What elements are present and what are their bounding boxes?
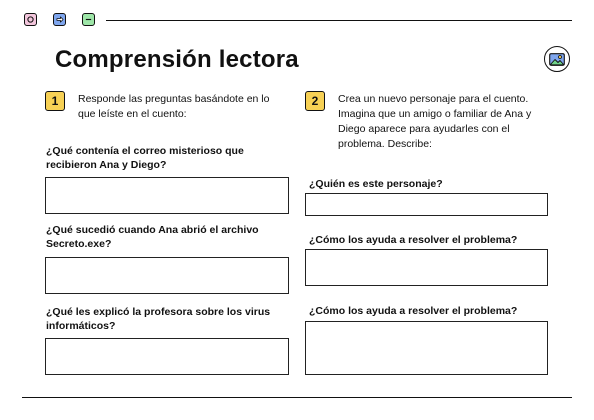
question-1-3: ¿Qué les explicó la profesora sobre los virus informáticos? <box>46 306 271 332</box>
question-1-1: ¿Qué contenía el correo misterioso que recibieron Ana y Diego? <box>46 145 244 171</box>
footer-divider <box>22 397 572 398</box>
question-2-1: ¿Quién es este personaje? <box>309 178 443 190</box>
answer-field-1-2[interactable] <box>45 257 289 294</box>
page-title: Comprensión lectora <box>55 46 299 73</box>
section-1-instruction: Responde las preguntas basándote en lo que leíste en el cuento: <box>78 93 270 120</box>
circle-icon[interactable] <box>24 13 37 26</box>
section-2-instruction: Crea un nuevo personaje para el cuento. Imagina que un amigo o familiar de Ana y Diego aparece para ayudarles con el problema. Describe: <box>338 93 532 150</box>
image-icon[interactable] <box>544 46 570 72</box>
section-2-number: 2 <box>305 91 325 111</box>
section-1-number: 1 <box>45 91 65 111</box>
answer-field-1-1[interactable] <box>45 177 289 214</box>
header-divider <box>106 20 572 21</box>
answer-field-1-3[interactable] <box>45 338 289 375</box>
answer-field-2-2[interactable] <box>305 249 548 286</box>
answer-field-2-3[interactable] <box>305 321 548 375</box>
question-1-2: ¿Qué sucedió cuando Ana abrió el archivo Secreto.exe? <box>46 224 259 250</box>
question-2-2: ¿Cómo los ayuda a resolver el problema? <box>309 234 518 246</box>
question-2-3: ¿Cómo los ayuda a resolver el problema? <box>309 305 518 317</box>
minus-icon[interactable] <box>82 13 95 26</box>
arrow-right-icon[interactable] <box>53 13 66 26</box>
answer-field-2-1[interactable] <box>305 193 548 216</box>
